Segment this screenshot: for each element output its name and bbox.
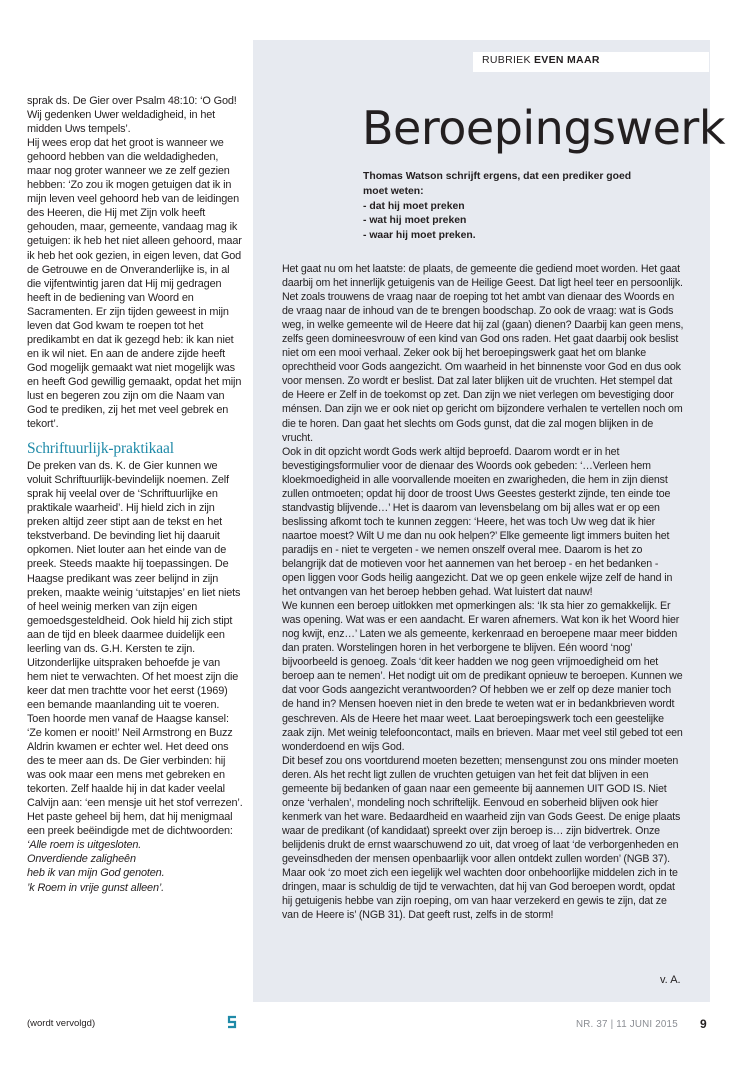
poem-line: ‘Alle roem is uitgesloten. xyxy=(27,839,142,852)
page-number: 9 xyxy=(700,1017,707,1031)
issue-info: NR. 37 | 11 JUNI 2015 xyxy=(576,1019,678,1030)
end-mark-icon xyxy=(226,1015,238,1029)
left-column xyxy=(27,94,243,895)
intro-line: - wat hij moet preken xyxy=(363,215,467,227)
continued-note: (wordt vervolgd) xyxy=(27,1018,96,1029)
rubriek-prefix: RUBRIEK xyxy=(482,54,531,66)
article-paragraph: We kunnen een beroep uitlokken met opmerkingen als: ‘Ik sta hier zo gemakkelijk. Er was opening. Wat was er een aandacht. Er waren afnemers. Wat kon ik het Woord hier nog kwijt, enz…’ Laten we als gemeente, kerkenraad en beroepene maar meer bidden dan praten. Worstelingen horen in het verborgene te blijven. Eén woord ‘nog’ bijvoorbeeld is genoeg. Zoals ‘dit keer hadden we nog geen vrijmoedigheid om het beroep aan te nemen’. Het nodigt uit om de predikant opnieuw te beroepen. Kunnen we dat voor Gods aangezicht verantwoorden? Of hebben we er zelf op deze manier toch de hand in? Mensen hoeven niet in den brede te weten wat er in bedankbrieven wordt geschreven. Als de Heere het maar weet. Laat beroepingswerk toch een geestelijke zaak zijn. Met weinig telefooncontact, mails en brieven. Maar met veel stil gebed tot een wonderdoend en wijs God. xyxy=(282,600,683,753)
subheading: Schriftuurlijk-praktikaal xyxy=(27,440,174,458)
intro-line: - waar hij moet preken. xyxy=(363,230,476,242)
left-paragraph: Uitzonderlijke uitspraken behoefde je van hem niet te verwachten. Of het moest zijn die keer dat men trachtte voor het eerst (1969) een bemande maanlanding uit te voeren. Toen hoorde men vanaf de Haagse kansel: ‘Ze komen er nooit!’ Neil Armstrong en Buzz Aldrin kwamen er echter wel. Het deed ons des te meer aan ds. De Gier verbinden: hij was ook maar een mens met gebreken en tekorten. Zelf haalde hij in dat kader veelal Calvijn aan: ‘een mensje uit het stof verrezen’. Het paste geheel bij hem, dat hij menigmaal een preek beëindigde met de dichtwoorden: xyxy=(27,656,243,838)
article-paragraph: Het gaat nu om het laatste: de plaats, de gemeente die gediend moet worden. Het gaat daarbij om het innerlijk getuigenis van de Heilige Geest. Dat ligt heel teer en persoonlijk. Net zoals trouwens de vraag naar de roeping tot het ambt van dienaar des Woords en de vraag naar de inhoud van de te brengen boodschap. Zo ook de vraag: wat is Gods weg, in welke gemeente wil de Heere dat hij zal (gaan) dienen? Daarbij kan geen mens, zelfs geen domineesvrouw of een kind van God ons raden. Het gaat daarbij ook beslist niet om een mooi verhaal. Zeker ook bij het beroepingswerk gaat het om blanke oprechtheid voor Gods aangezicht. Om waarheid in het binnenste voor God en dus ook voor mensen. Zo wordt er beslist. Dat zal later blijken uit de vruchten. Het stempel dat de Heere er Zelf in de toekomst op zet. Dan zijn we niet verlegen om bevestiging door ménsen. Dan zijn we er ook niet op gericht om bijzondere verhalen te vertellen noch om die te horen. Dan gaat het slechts om Gods gunst, dat die zal mogen blijken in de vrucht. xyxy=(282,263,684,444)
poem-line: ’k Roem in vrije gunst alleen’. xyxy=(27,881,164,894)
rubriek-label xyxy=(482,54,600,66)
article-intro xyxy=(363,170,663,244)
poem-line: Onverdiende zaligheên xyxy=(27,853,136,866)
article-body xyxy=(282,262,684,922)
article-paragraph: Dit besef zou ons voortdurend moeten bezetten; mensengunst zou ons minder moeten deren. Als het recht ligt zullen de vruchten getuigen van het feit dat blijven in een gemeente bij bedanken of gaan naar een gemeente bij aannemen UIT GOD IS. Niet onze ‘verhalen’, mondeling noch schriftelijk. Eenvoud en soberheid blijven ook hier kenmerk van het ware. Bedaardheid en waarheid zijn van Gods Geest. De enige plaats waar de predikant (of kandidaat) spreekt over zijn beroep is… zijn bidvertrek. Onze belijdenis drukt de ernst waarschuwend zo uit, dat vroeg of laat ‘de verborgenheden en geveinsdheden der mensen openbaarlijk voor allen ontdekt zullen worden’ (NGB 37). Maar ook ‘zo moet zich een iegelijk wel wachten door onbehoorlijke middelen zich in te dringen, maar is schuldig de tijd te verwachten, dat hij van God beroepen wordt, opdat hij getuigenis hebbe van zijn roeping, om van haar verzekerd en gewis te zijn, dat ze van de Heere is’ (NGB 31). Dat geeft rust, zelfs in de storm! xyxy=(282,754,681,922)
article-paragraph: Ook in dit opzicht wordt Gods werk altijd beproefd. Daarom wordt er in het bevestigingsformulier voor de dienaar des Woords ook gebeden: ‘…Verleen hem kloekmoedigheid in alle voorvallende moeiten en zwarigheden, die hem in zijn dienst zullen ontmoeten; opdat hij door de troost Uws Geestes gesterkt zijnde, ten einde toe standvastig blijvende…’ Het is daarom van levensbelang om bij alles wat er op een beslissing afkomt toch te kunnen zeggen: ‘Heere, het was toch Uw weg dat ik hier naartoe moest? Wilt U me dan nu ook helpen?’ Elke gemeente ligt immers buiten het paradijs en - niet te vergeten - we nemen onszelf overal mee. Daarom is het zo belangrijk dat de motieven voor het aannemen van het beroep - en het bedanken - open liggen voor Gods heilig aangezicht. Dat we op geen enkele wijze zelf de hand in het ontvangen van het beroep hebben gehad. Wat luistert dat nauw! xyxy=(282,445,673,599)
intro-line: moet weten: xyxy=(363,185,424,197)
article-title: Beroepingswerk xyxy=(362,101,725,155)
author-signature: v. A. xyxy=(660,974,681,986)
rubriek-name: EVEN MAAR xyxy=(534,54,600,66)
poem-line: heb ik van mijn God genoten. xyxy=(27,867,165,880)
left-paragraph: De preken van ds. K. de Gier kunnen we voluit Schriftuurlijk-bevindelijk noemen. Zelf sprak hij veelal over de ‘Schriftuurlijke en praktikale waarheid’. Hij hield zich in zijn preken altijd zeer stipt aan de tekst en het tekstverband. De bevinding liet hij daaruit opkomen. Niet louter aan het einde van de preek. Steeds maakte hij toepassingen. De Haagse predikant was zeer belijnd in zijn preken, maakte weinig ‘uitstapjes’ en liet niets of heel weinig merken van zijn eigen gemoedsgesteldheid. Ook hield hij zich stipt aan de tijd en bleek daarmee duidelijk een leerling van ds. G.H. Kersten te zijn. xyxy=(27,460,241,655)
left-paragraph: sprak ds. De Gier over Psalm 48:10: ‘O God! Wij gedenken Uwer weldadigheid, in het midden Uws tempels’. xyxy=(27,95,237,136)
intro-line: - dat hij moet preken xyxy=(363,200,465,212)
intro-line: Thomas Watson schrijft ergens, dat een prediker goed xyxy=(363,171,632,182)
left-paragraph: Hij wees erop dat het groot is wanneer we gehoord hebben van die weldadigheden, maar nog groter wanneer we ze zelf gezien hebben: ‘Zo zou ik mogen getuigen dat ik in mijn leven veel gehoord heb van de leidingen des Heeren, die Hij met Zijn volk heeft gehouden, maar, gemeente, vandaag mag ik getuigen: ik heb het niet alleen gehoord, maar ik heb het ook gezien, in eigen leven, dat God de Getrouwe en de Onveranderlijke is, in al die vijfentwintig jaren dat Hij mij gedragen heeft in de bediening van Woord en Sacramenten. Er zijn tijden geweest in mijn leven dat God kwam te roepen tot het predikambt en dat ik gezegd heb: ik kan niet en ik wil niet. En aan de andere zijde heeft God mogelijk gemaakt wat niet mogelijk was en heeft God gewillig gemaakt, opdat het mijn lust en begeren zou zijn om die Naam van God te prediken, zij het met veel gebrek en tekort’. xyxy=(27,137,242,431)
